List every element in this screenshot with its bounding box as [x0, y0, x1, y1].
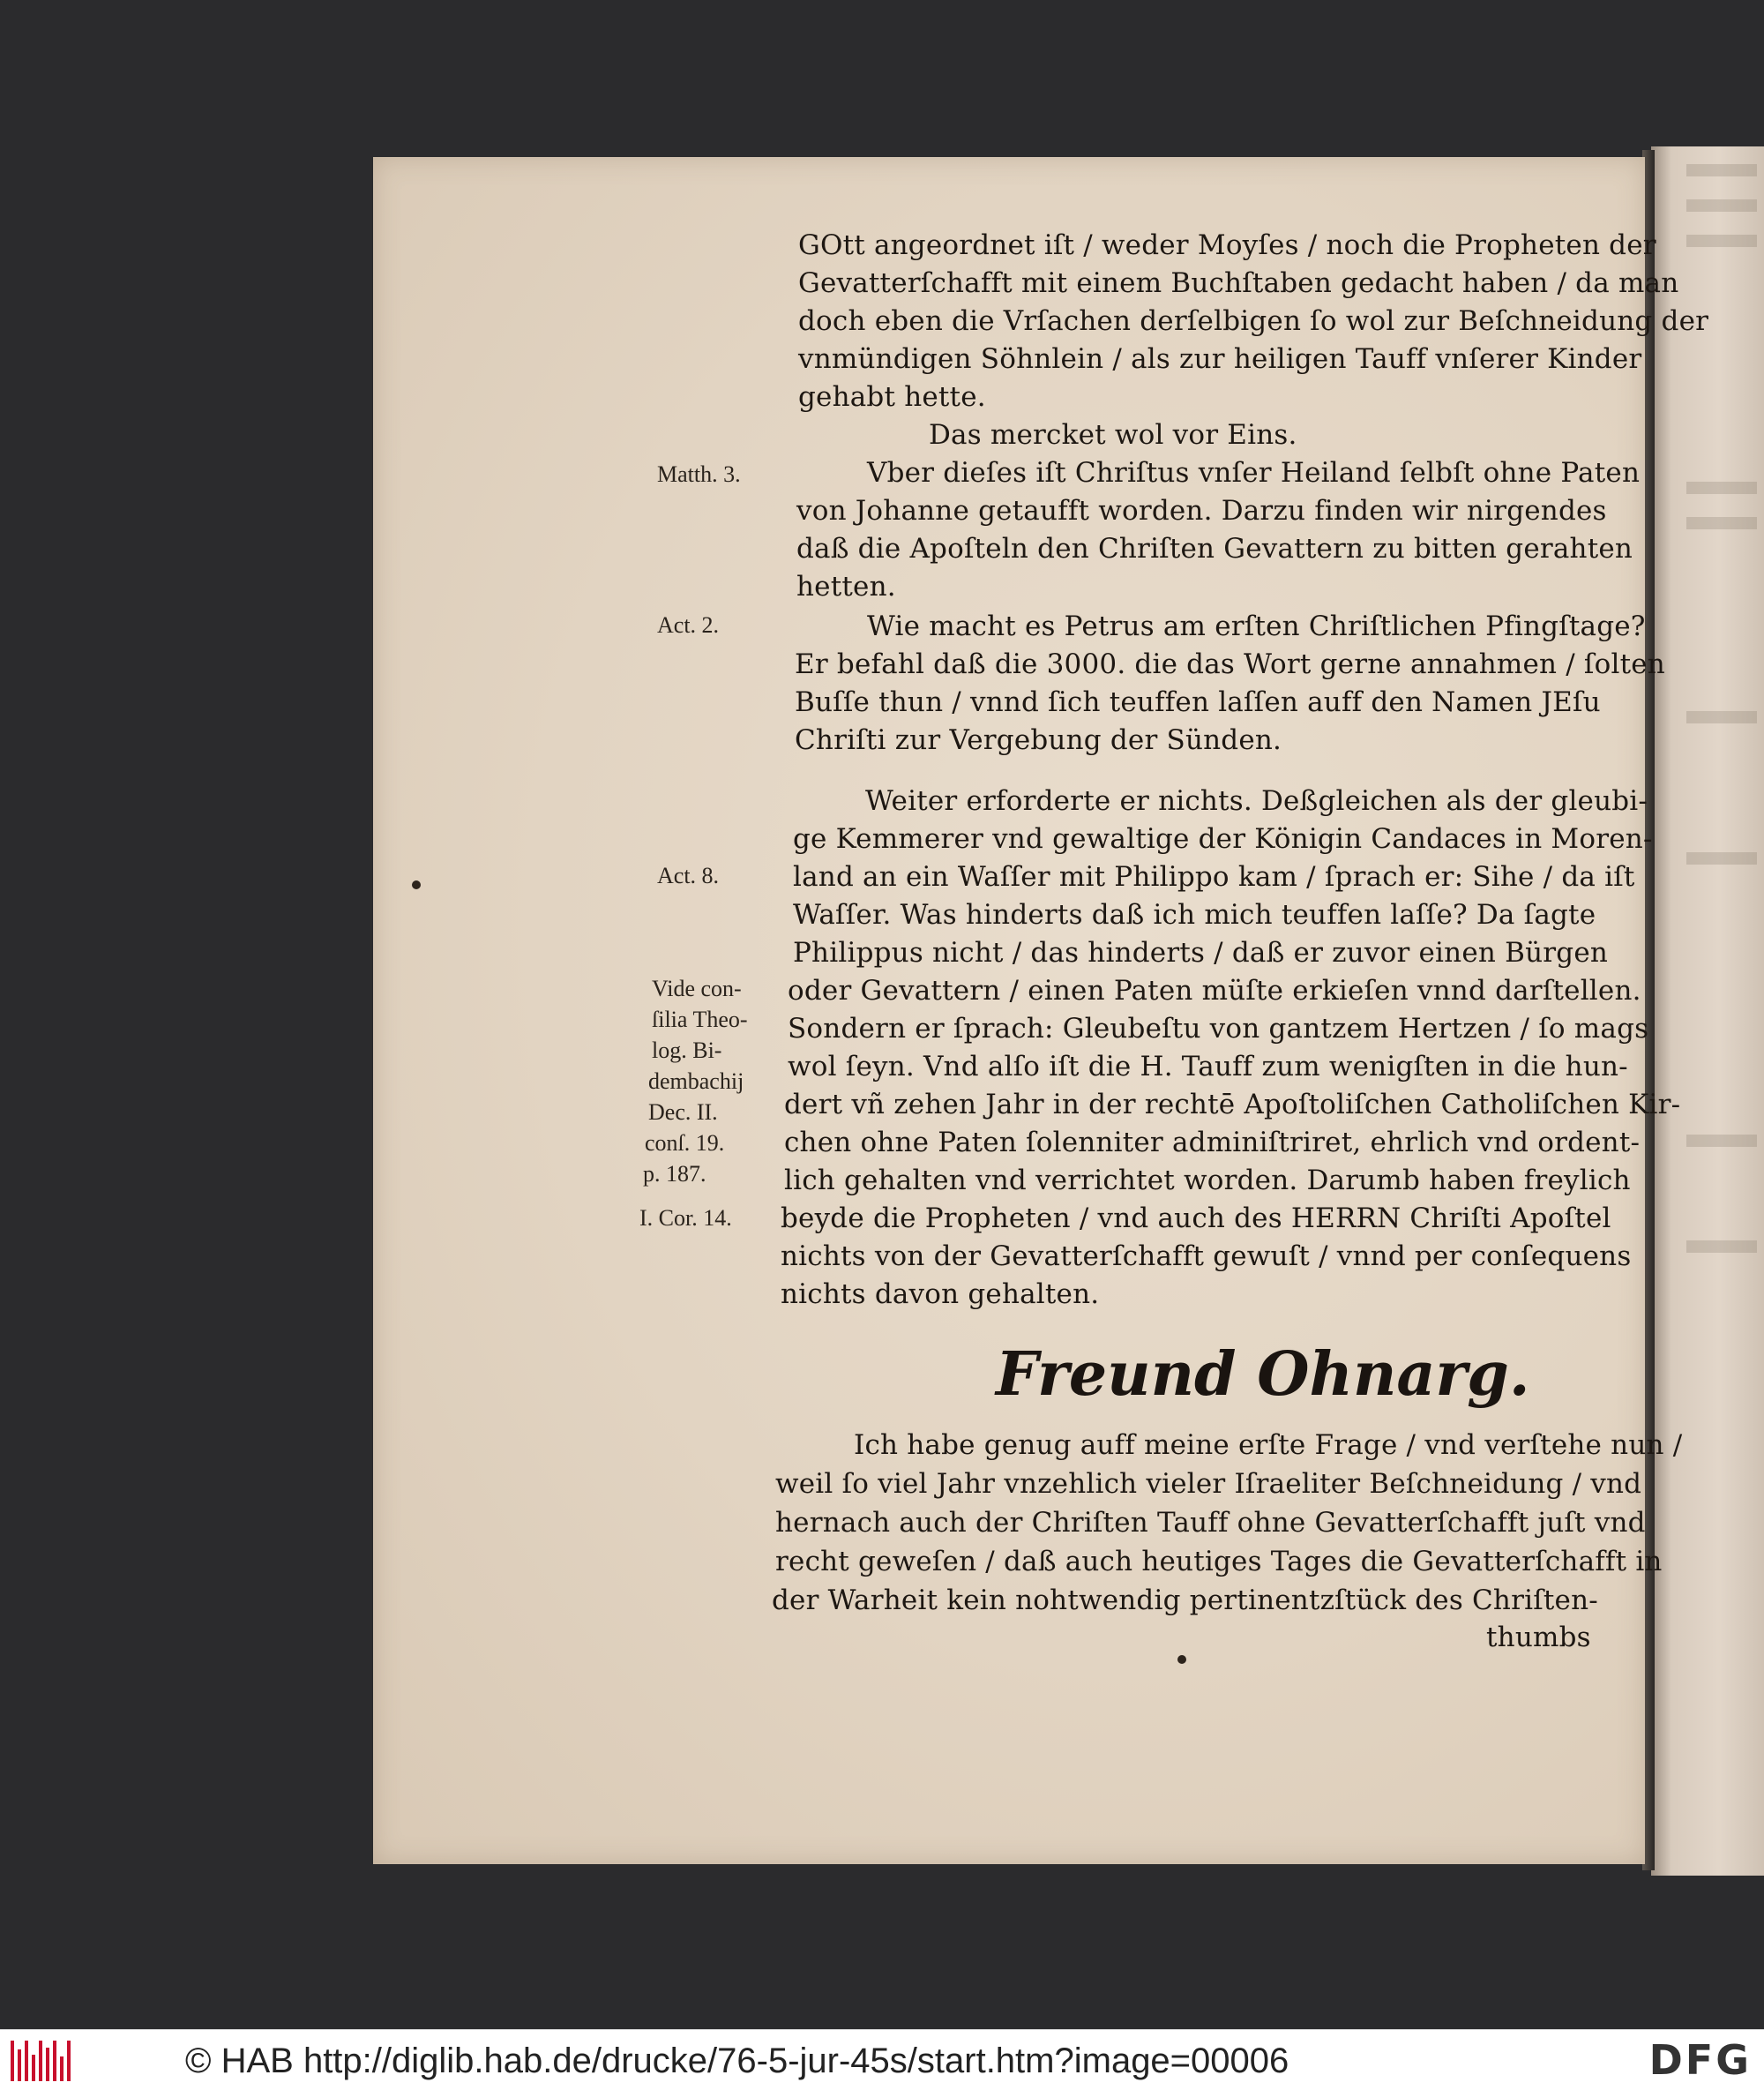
catchword: thumbs [1486, 1622, 1591, 1653]
ink-speck [412, 880, 421, 889]
text-line: beyde die Propheten / vnd auch des HERRN Chriſti Apoſtel [781, 1202, 1611, 1234]
text-line: Chriſti zur Vergebung der Sünden. [795, 724, 1282, 756]
text-line: Er befahl daß die 3000. die das Wort gerne annahmen / ſolten [795, 648, 1665, 680]
text-line: Das mercket wol vor Eins. [929, 419, 1297, 451]
margin-note: Dec. II. [648, 1099, 718, 1125]
margin-note: p. 187. [643, 1161, 706, 1187]
text-line: Philippus nicht / das hinderts / daß er zuvor einen Bürgen [793, 937, 1609, 969]
text-line: dert vñ zehen Jahr in der rechtē Apoſtoliſchen Catholiſchen Kir- [784, 1089, 1681, 1120]
text-line: hetten. [796, 571, 896, 603]
margin-note: Act. 2. [657, 612, 720, 638]
text-line: chen ohne Paten ſolenniter adminiſtriret, ehrlich vnd ordent- [784, 1127, 1641, 1158]
text-line: Gevatterſchafft mit einem Buchſtaben gedacht haben / da man [798, 267, 1679, 299]
text-line: Buſſe thun / vnnd ſich teuffen laſſen auff den Namen JEſu [795, 686, 1601, 718]
text-line: ge Kemmerer vnd gewaltige der Königin Candaces in Moren- [793, 823, 1653, 855]
text-line: land an ein Waſſer mit Philippo kam / ſprach er: Sihe / da iſt [793, 861, 1635, 893]
hab-barcode-icon [11, 2041, 72, 2081]
text-line: doch eben die Vrſachen derſelbigen ſo wol zur Beſchneidung der [798, 305, 1709, 337]
margin-note: conſ. 19. [645, 1130, 725, 1156]
text-line: von Johanne getaufft worden. Darzu finden wir nirgendes [796, 495, 1607, 527]
book-page [373, 157, 1709, 1864]
text-line: vnmündigen Söhnlein / als zur heiligen Tauff vnſerer Kinder [798, 343, 1642, 375]
margin-note: dembachij [648, 1068, 744, 1094]
margin-note: log. Bi- [652, 1038, 722, 1063]
copyright-link[interactable]: © HAB http://diglib.hab.de/drucke/76-5-jur-45s/start.htm?image=00006 [185, 2041, 1289, 2080]
text-line: GOtt angeordnet iſt / weder Moyſes / noch die Propheten der [798, 229, 1656, 261]
text-line: Sondern er ſprach: Gleubeſtu von gantzem Hertzen / ſo mags [788, 1013, 1649, 1045]
margin-note: Act. 8. [657, 863, 720, 888]
text-line: daß die Apoſteln den Chriſten Gevattern zu bitten gerahten [796, 533, 1633, 565]
text-line: Vber dieſes iſt Chriſtus vnſer Heiland ſelbſt ohne Paten [867, 457, 1641, 489]
text-line: Ich habe genug auff meine erſte Frage / vnd verſtehe nun / [854, 1429, 1683, 1461]
margin-note: Matth. 3. [657, 461, 741, 487]
text-line: Wie macht es Petrus am erſten Chriſtlichen Pfingſtage? [867, 611, 1646, 642]
text-line: Waſſer. Was hinderts daß ich mich teuffen laſſe? Da ſagte [793, 899, 1596, 931]
margin-note: Vide con- [652, 976, 742, 1001]
text-line: nichts davon gehalten. [781, 1278, 1100, 1310]
section-heading: Freund Ohnarg. [996, 1339, 1530, 1410]
text-line: nichts von der Gevatterſchafft gewuſt / vnnd per conſequens [781, 1240, 1632, 1272]
text-line: gehabt hette. [798, 381, 986, 413]
dfg-logo: DFG [1648, 2036, 1752, 2084]
margin-note: ſilia Theo- [652, 1007, 748, 1032]
text-line: hernach auch der Chriſten Tauff ohne Gevatterſchafft juſt vnd [775, 1507, 1646, 1539]
text-line: Weiter erforderte er nichts. Deßgleichen als der gleubi- [865, 785, 1648, 817]
text-line: oder Gevattern / einen Paten müſte erkieſen vnnd darſtellen. [788, 975, 1641, 1007]
text-line: der Warheit kein nohtwendig pertinentzſtück des Chriſten- [772, 1584, 1598, 1616]
text-line: weil ſo viel Jahr vnzehlich vieler Iſraeliter Beſchneidung / vnd [775, 1468, 1642, 1500]
text-line: wol ſeyn. Vnd alſo iſt die H. Tauff zum wenigſten in die hun- [788, 1051, 1628, 1082]
next-page-edge [1651, 146, 1764, 1876]
margin-note: I. Cor. 14. [639, 1205, 732, 1231]
footer-bar [0, 2029, 1764, 2090]
text-line: lich gehalten vnd verrichtet worden. Darumb haben freylich [784, 1165, 1631, 1196]
ink-speck [1177, 1655, 1186, 1664]
text-line: recht geweſen / daß auch heutiges Tages die Gevatterſchafft in [775, 1546, 1663, 1577]
